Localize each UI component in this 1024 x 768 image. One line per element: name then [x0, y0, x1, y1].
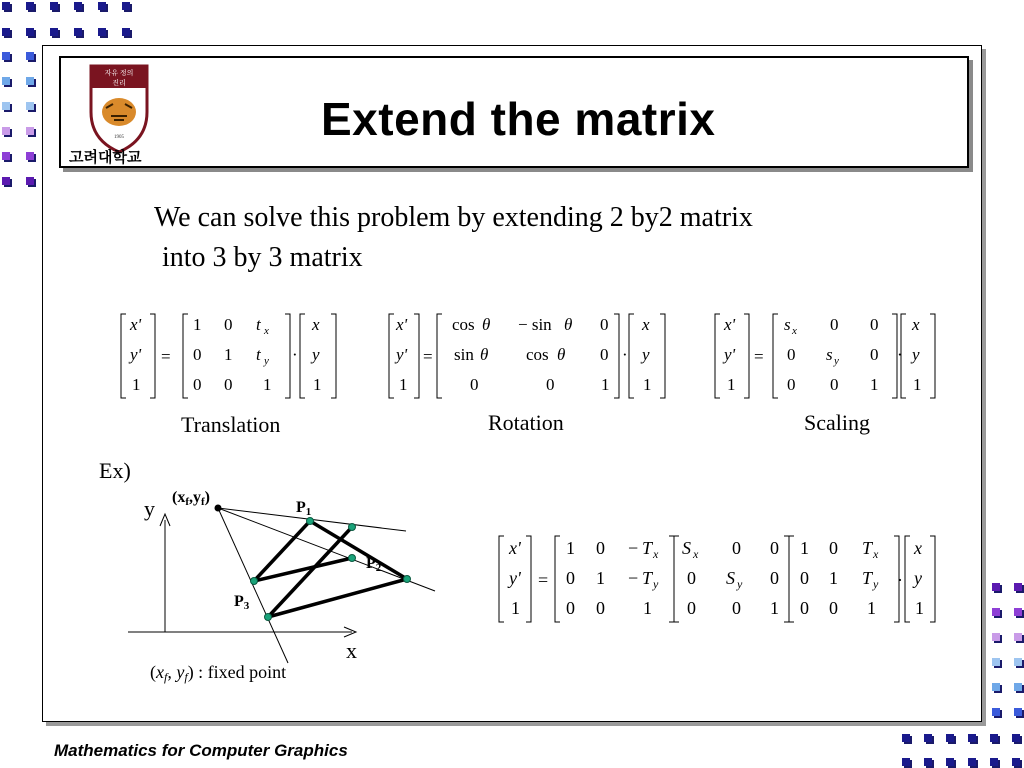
svg-text:y: y	[653, 577, 659, 591]
svg-text:1: 1	[263, 375, 272, 394]
svg-text:s: s	[826, 345, 833, 364]
decorative-square	[26, 77, 34, 85]
decorative-square	[902, 734, 910, 742]
svg-text:0: 0	[800, 568, 809, 588]
decorative-square	[74, 2, 82, 10]
svg-text:1: 1	[224, 345, 233, 364]
svg-text:1: 1	[870, 375, 879, 394]
decorative-square	[1012, 734, 1020, 742]
decorative-square	[1014, 633, 1022, 641]
decorative-square	[902, 758, 910, 766]
point-p1-transformed	[349, 524, 356, 531]
svg-text:1: 1	[913, 375, 922, 394]
decorative-square	[122, 2, 130, 10]
svg-text:x': x'	[130, 315, 142, 334]
svg-text:진리: 진리	[112, 79, 126, 87]
svg-text:x: x	[653, 547, 659, 561]
svg-text:1: 1	[800, 538, 809, 558]
decorative-square	[1014, 708, 1022, 716]
decorative-square	[992, 633, 1000, 641]
fixed-point-caption: (xf, yf) : fixed point	[150, 662, 287, 684]
point-p3-transformed	[265, 614, 272, 621]
svg-text:t: t	[256, 345, 261, 364]
decorative-square	[26, 28, 34, 36]
svg-text:1: 1	[770, 598, 779, 618]
svg-text:−: −	[628, 568, 639, 588]
svg-text:0: 0	[566, 598, 575, 618]
decorative-square	[98, 28, 106, 36]
svg-text:cos: cos	[526, 345, 549, 364]
svg-text:y: y	[914, 568, 922, 588]
svg-text:s: s	[784, 315, 791, 334]
svg-text:y: y	[312, 345, 320, 364]
svg-text:=: =	[754, 347, 764, 366]
point-p3	[251, 578, 258, 585]
decorative-square	[968, 758, 976, 766]
svg-text:0: 0	[596, 598, 605, 618]
svg-text:y': y'	[509, 568, 521, 588]
svg-text:x': x'	[724, 315, 736, 334]
svg-text:0: 0	[800, 598, 809, 618]
decorative-square	[1012, 758, 1020, 766]
svg-text:y: y	[264, 355, 269, 367]
svg-text:x: x	[873, 547, 879, 561]
decorative-square	[1014, 608, 1022, 616]
page-title: Extend the matrix	[321, 93, 716, 145]
svg-text:0: 0	[732, 538, 741, 558]
svg-text:x: x	[912, 315, 920, 334]
decorative-square	[26, 177, 34, 185]
university-name: 고려대학교	[69, 148, 142, 166]
decorative-square	[924, 734, 932, 742]
y-axis-label: y	[144, 496, 155, 521]
rotation-matrix-equation	[386, 310, 672, 402]
decorative-square	[2, 77, 10, 85]
svg-text:0: 0	[770, 568, 779, 588]
svg-text:0: 0	[193, 345, 202, 364]
intro-line-1: We can solve this problem by extending 2 by2 matrix	[154, 202, 753, 233]
svg-text:S: S	[726, 568, 735, 588]
svg-text:1: 1	[727, 375, 736, 394]
svg-text:1: 1	[313, 375, 322, 394]
svg-text:x: x	[264, 325, 269, 337]
svg-text:t: t	[256, 315, 261, 334]
fixed-point-diagram	[120, 480, 450, 690]
svg-text:0: 0	[566, 568, 575, 588]
svg-text:=: =	[161, 347, 171, 366]
svg-text:·: ·	[897, 570, 903, 590]
decorative-square	[2, 177, 10, 185]
intro-line-2: into 3 by 3 matrix	[162, 242, 363, 273]
point-p1	[307, 518, 314, 525]
decorative-square	[2, 102, 10, 110]
decorative-square	[990, 758, 998, 766]
svg-text:T: T	[862, 568, 873, 588]
svg-text:− sin: − sin	[518, 315, 552, 334]
svg-text:−: −	[628, 538, 639, 558]
svg-text:0: 0	[732, 598, 741, 618]
svg-text:x: x	[642, 315, 650, 334]
svg-text:0: 0	[829, 598, 838, 618]
example-label: Ex)	[99, 458, 131, 483]
svg-text:0: 0	[770, 538, 779, 558]
decorative-square	[50, 2, 58, 10]
svg-text:θ: θ	[480, 345, 489, 364]
svg-text:0: 0	[470, 375, 479, 394]
title-bar	[59, 56, 969, 168]
svg-text:T: T	[862, 538, 873, 558]
svg-text:y: y	[912, 345, 920, 364]
svg-text:θ: θ	[564, 315, 573, 334]
svg-text:0: 0	[830, 315, 839, 334]
rotation-label: Rotation	[488, 410, 564, 435]
svg-text:0: 0	[224, 375, 233, 394]
decorative-square	[992, 708, 1000, 716]
svg-text:·: ·	[897, 345, 903, 364]
decorative-square	[924, 758, 932, 766]
decorative-square	[946, 734, 954, 742]
decorative-square	[74, 28, 82, 36]
decorative-square	[992, 658, 1000, 666]
svg-text:0: 0	[596, 538, 605, 558]
decorative-square	[2, 52, 10, 60]
svg-text:0: 0	[870, 315, 879, 334]
svg-text:1: 1	[829, 568, 838, 588]
svg-text:0: 0	[687, 598, 696, 618]
svg-text:0: 0	[546, 375, 555, 394]
svg-text:0: 0	[600, 315, 609, 334]
decorative-square	[2, 2, 10, 10]
svg-text:x': x'	[509, 538, 521, 558]
svg-text:=: =	[538, 570, 549, 590]
fixed-point-label: (xf,yf)	[172, 489, 210, 508]
decorative-square	[98, 2, 106, 10]
svg-text:y': y'	[724, 345, 736, 364]
svg-text:0: 0	[870, 345, 879, 364]
p1-label: P1	[296, 499, 312, 518]
composite-matrix-equation	[496, 532, 938, 628]
point-p2	[349, 555, 356, 562]
svg-text:1: 1	[596, 568, 605, 588]
svg-text:θ: θ	[557, 345, 566, 364]
svg-text:0: 0	[687, 568, 696, 588]
svg-text:·: ·	[622, 345, 628, 364]
decorative-square	[2, 152, 10, 160]
decorative-square	[992, 583, 1000, 591]
decorative-square	[992, 683, 1000, 691]
decorative-square	[26, 52, 34, 60]
svg-text:=: =	[423, 347, 433, 366]
svg-text:y: y	[834, 355, 839, 367]
svg-text:x: x	[693, 547, 699, 561]
decorative-square	[1014, 683, 1022, 691]
scaling-label: Scaling	[804, 410, 870, 435]
scaling-matrix-equation	[712, 310, 938, 402]
svg-text:sin: sin	[454, 345, 474, 364]
translation-label: Translation	[181, 412, 281, 437]
decorative-square	[992, 608, 1000, 616]
decorative-square	[2, 127, 10, 135]
decorative-square	[2, 28, 10, 36]
point-p2-transformed	[404, 576, 411, 583]
svg-text:y: y	[737, 577, 743, 591]
decorative-square	[26, 127, 34, 135]
decorative-square	[990, 734, 998, 742]
decorative-square	[122, 28, 130, 36]
intro-text	[154, 198, 753, 278]
x-axis-label: x	[346, 638, 357, 663]
svg-text:1: 1	[643, 375, 652, 394]
svg-text:y: y	[642, 345, 650, 364]
svg-text:x: x	[312, 315, 320, 334]
emblem-year: 1905	[114, 135, 124, 140]
svg-text:1: 1	[601, 375, 610, 394]
svg-text:x: x	[914, 538, 922, 558]
svg-text:x': x'	[396, 315, 408, 334]
svg-text:y': y'	[396, 345, 408, 364]
fixed-point-marker	[215, 505, 222, 512]
svg-text:1: 1	[566, 538, 575, 558]
svg-text:1: 1	[915, 598, 924, 618]
svg-text:1: 1	[867, 598, 876, 618]
svg-text:1: 1	[399, 375, 408, 394]
svg-text:1: 1	[511, 598, 520, 618]
svg-text:1: 1	[132, 375, 141, 394]
svg-text:θ: θ	[482, 315, 491, 334]
decorative-square	[26, 102, 34, 110]
p2-label: P2	[366, 555, 382, 574]
footer-course-title: Mathematics for Computer Graphics	[54, 741, 348, 760]
svg-text:0: 0	[829, 538, 838, 558]
svg-text:0: 0	[600, 345, 609, 364]
svg-text:T: T	[642, 538, 653, 558]
svg-text:0: 0	[787, 345, 796, 364]
decorative-square	[946, 758, 954, 766]
svg-text:0: 0	[193, 375, 202, 394]
svg-text:1: 1	[643, 598, 652, 618]
svg-text:y': y'	[130, 345, 142, 364]
svg-text:0: 0	[224, 315, 233, 334]
p3-label: P3	[234, 593, 250, 612]
emblem-text: 자유 정의	[104, 69, 134, 77]
decorative-square	[1014, 583, 1022, 591]
decorative-square	[1014, 658, 1022, 666]
svg-text:y: y	[873, 577, 879, 591]
svg-text:0: 0	[830, 375, 839, 394]
decorative-square	[26, 2, 34, 10]
svg-text:x: x	[792, 325, 797, 337]
svg-text:cos: cos	[452, 315, 475, 334]
svg-text:1: 1	[193, 315, 202, 334]
svg-text:·: ·	[292, 345, 298, 364]
svg-text:T: T	[642, 568, 653, 588]
decorative-square	[26, 152, 34, 160]
decorative-square	[50, 28, 58, 36]
svg-text:0: 0	[787, 375, 796, 394]
decorative-square	[968, 734, 976, 742]
svg-text:S: S	[682, 538, 691, 558]
translation-matrix-equation	[118, 310, 340, 402]
